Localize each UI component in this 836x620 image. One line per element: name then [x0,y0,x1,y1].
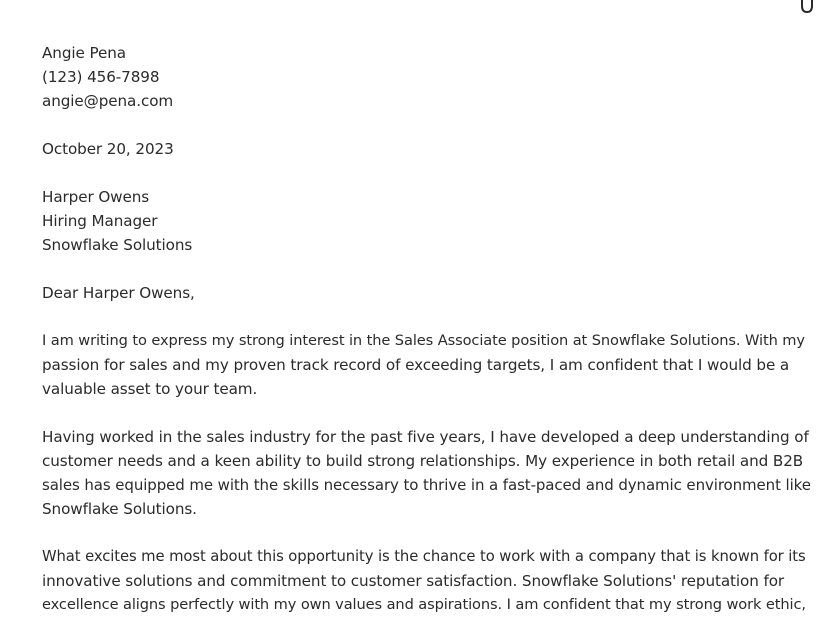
paragraph-line: passion for sales and my proven track record of exceeding targets, I am confident that I would be a [42,356,790,374]
scroll-indicator-icon[interactable] [800,0,814,14]
spacer [42,257,812,281]
paragraph-line: What excites me most about this opportunity is the chance to work with a company that is known for its [42,548,806,565]
cover-letter [42,41,812,617]
recipient-block [42,185,812,257]
paragraph-line: Having worked in the sales industry for the past five years, I have developed a deep understanding of [42,428,809,446]
paragraph-line: Snowflake Solutions. [42,500,197,518]
paragraph-line: sales has equipped me with the skills necessary to thrive in a fast-paced and dynamic environment like [42,476,811,494]
spacer [42,401,812,425]
paragraph-line: I am writing to express my strong interest in the Sales Associate position at Snowflake Solutions. With my [42,332,805,349]
spacer [42,161,812,185]
sender-block [42,41,812,113]
body-paragraph-2 [42,425,812,521]
body-paragraph-1 [42,329,812,401]
spacer [42,305,812,329]
recipient-title: Hiring Manager [42,212,158,230]
recipient-name: Harper Owens [42,188,150,206]
spacer [42,113,812,137]
letter-date: October 20, 2023 [42,140,174,158]
paragraph-line: excellence aligns perfectly with my own values and aspirations. I am confident that my strong work ethic, [42,596,806,613]
paragraph-line: valuable asset to your team. [42,380,258,398]
body-paragraph-3 [42,545,812,617]
recipient-company: Snowflake Solutions [42,236,193,254]
paragraph-line: customer needs and a keen ability to build strong relationships. My experience in both retail and B2B [42,452,804,470]
salutation: Dear Harper Owens, [42,284,195,302]
sender-phone: (123) 456-7898 [42,68,160,86]
sender-email: angie@pena.com [42,92,174,110]
sender-name: Angie Pena [42,44,126,62]
paragraph-line: innovative solutions and commitment to customer satisfaction. Snowflake Solutions' reputation for [42,572,785,590]
spacer [42,521,812,545]
